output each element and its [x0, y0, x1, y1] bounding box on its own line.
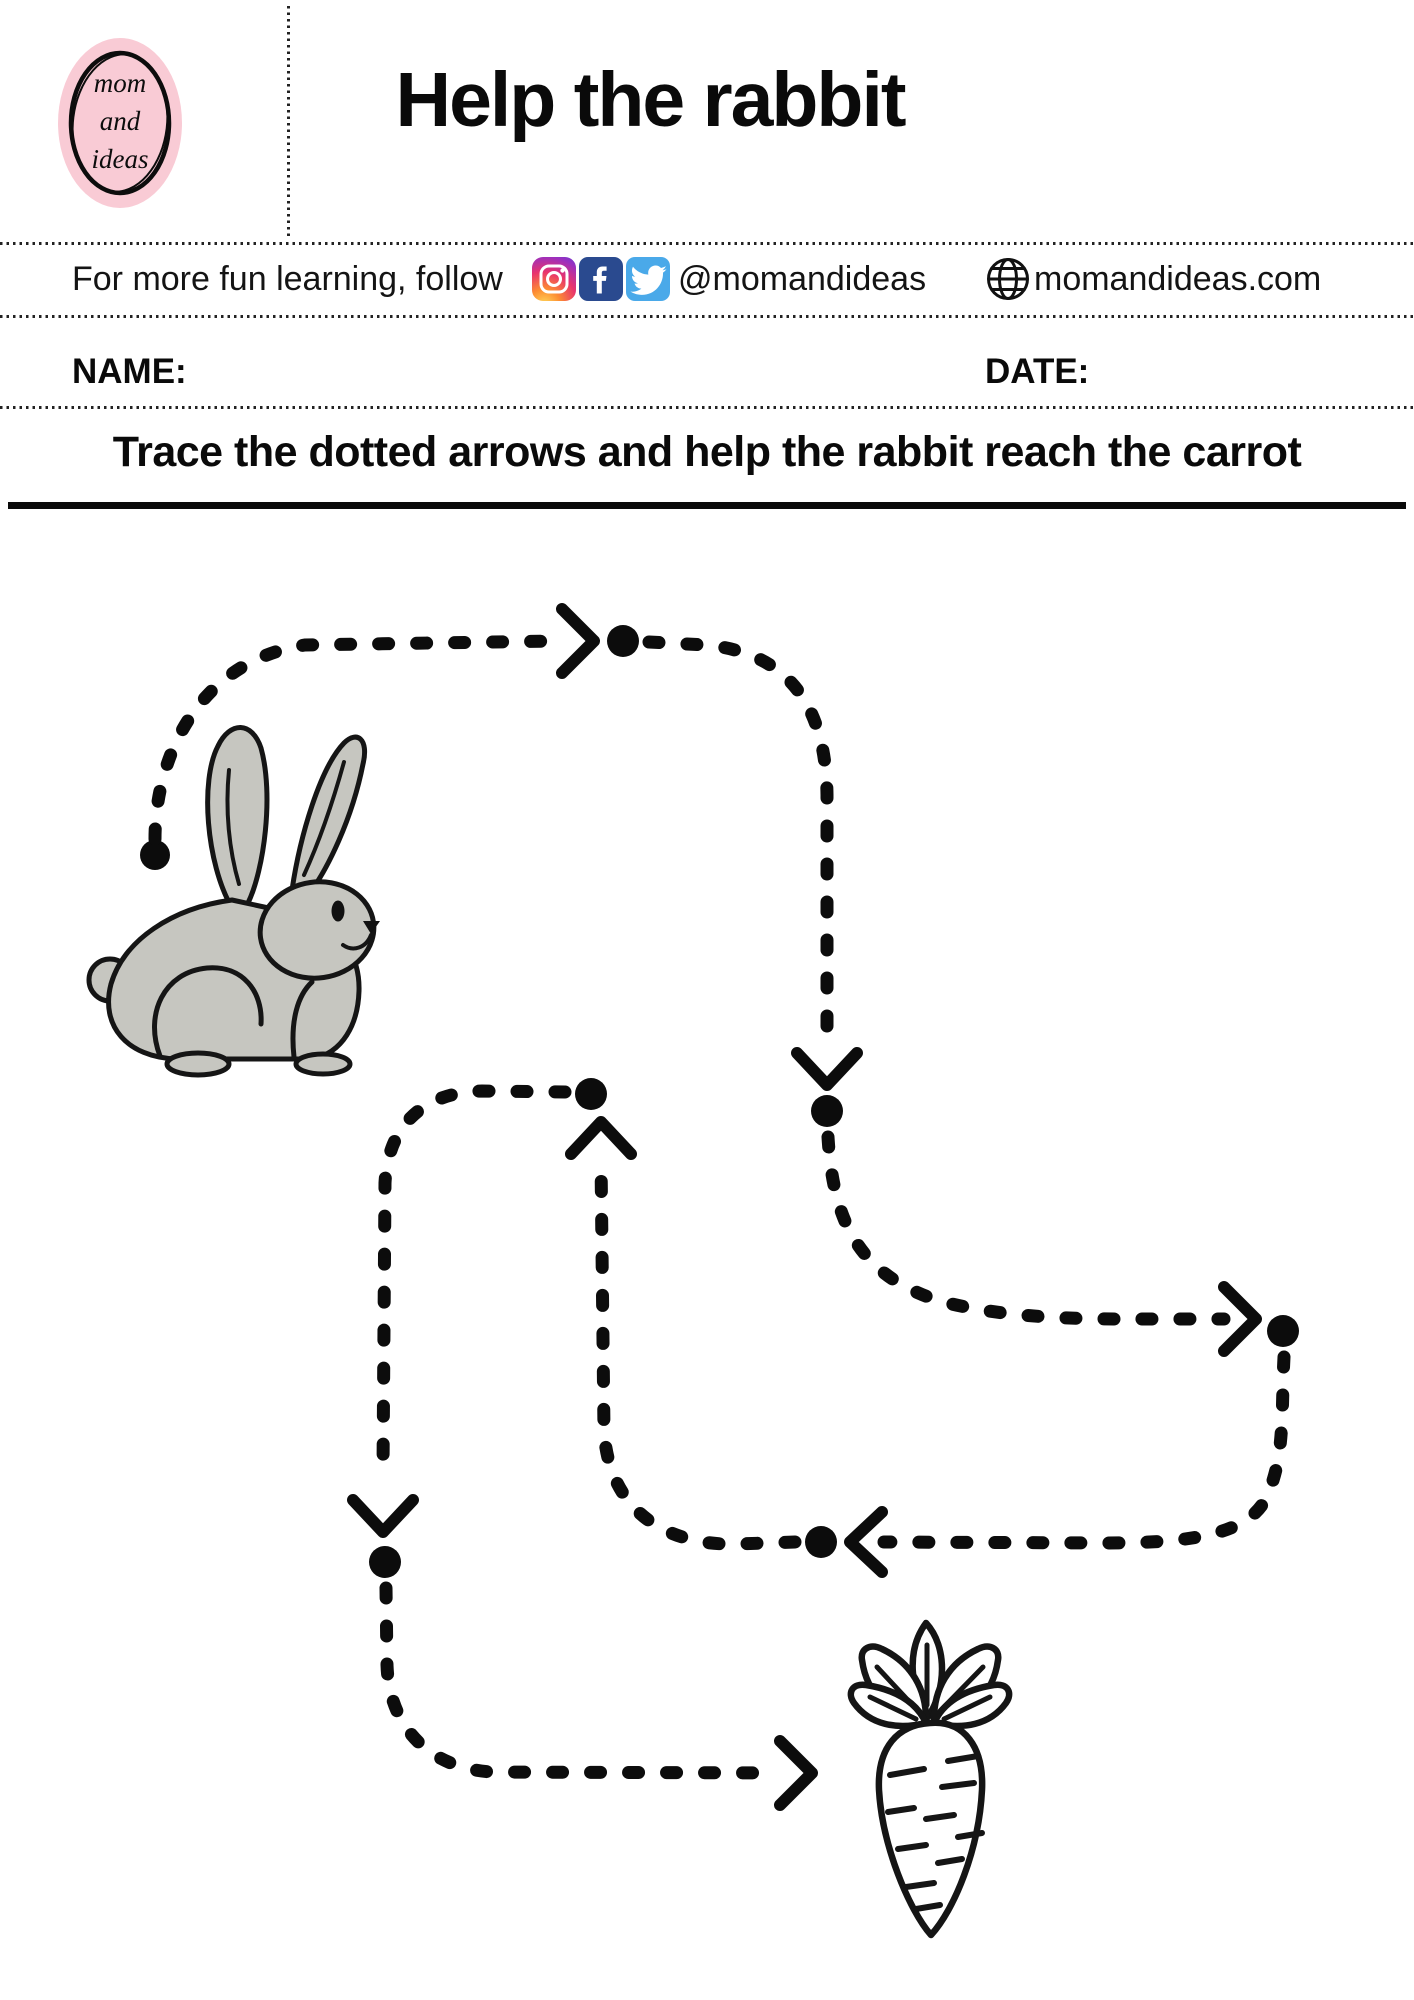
thick-rule — [8, 502, 1406, 509]
brand-logo — [58, 38, 182, 208]
trace-path-6 — [383, 1091, 565, 1470]
twitter-icon — [626, 257, 670, 301]
separator-line — [0, 242, 1414, 245]
trace-path-3 — [828, 1137, 1224, 1319]
arrow-down-icon — [797, 1053, 857, 1085]
instagram-icon — [532, 257, 576, 301]
trace-path-7 — [386, 1588, 780, 1773]
waypoint-dot — [805, 1526, 837, 1558]
instruction-text: Trace the dotted arrows and help the rabbit reach the carrot — [112, 428, 1302, 476]
rabbit-illustration — [89, 727, 380, 1075]
logo-line-1: mom — [93, 68, 147, 98]
trace-path-2 — [649, 642, 827, 1038]
separator-line — [0, 406, 1414, 409]
waypoint-dot — [1267, 1315, 1299, 1347]
separator-line — [0, 315, 1414, 318]
page-title: Help the rabbit — [395, 57, 905, 143]
logo-line-3: ideas — [91, 144, 149, 174]
maze-illustration — [0, 513, 1414, 2000]
header-divider — [287, 6, 290, 236]
waypoint-dot — [369, 1546, 401, 1578]
arrow-down-icon — [353, 1500, 413, 1532]
social-website: momandideas.com — [1034, 260, 1322, 298]
trace-path-4 — [884, 1357, 1284, 1543]
logo-line-2: and — [99, 106, 141, 136]
date-label: DATE: — [985, 352, 1090, 391]
arrow-up-icon — [571, 1122, 631, 1154]
trace-path-5 — [601, 1159, 795, 1544]
name-label: NAME: — [72, 352, 187, 391]
carrot-illustration — [851, 1623, 1009, 1935]
waypoint-dot — [811, 1095, 843, 1127]
arrow-right-icon — [780, 1741, 812, 1805]
rabbit-eye — [332, 901, 345, 922]
social-handle: @momandideas — [678, 260, 927, 298]
globe-icon — [985, 256, 1031, 302]
social-prefix-text: For more fun learning, follow — [72, 260, 503, 298]
arrow-left-icon — [850, 1512, 882, 1572]
facebook-icon — [579, 257, 623, 301]
arrow-right-icon — [562, 609, 594, 673]
logo-text — [58, 64, 182, 178]
waypoint-dot — [607, 625, 639, 657]
waypoint-dot — [575, 1078, 607, 1110]
